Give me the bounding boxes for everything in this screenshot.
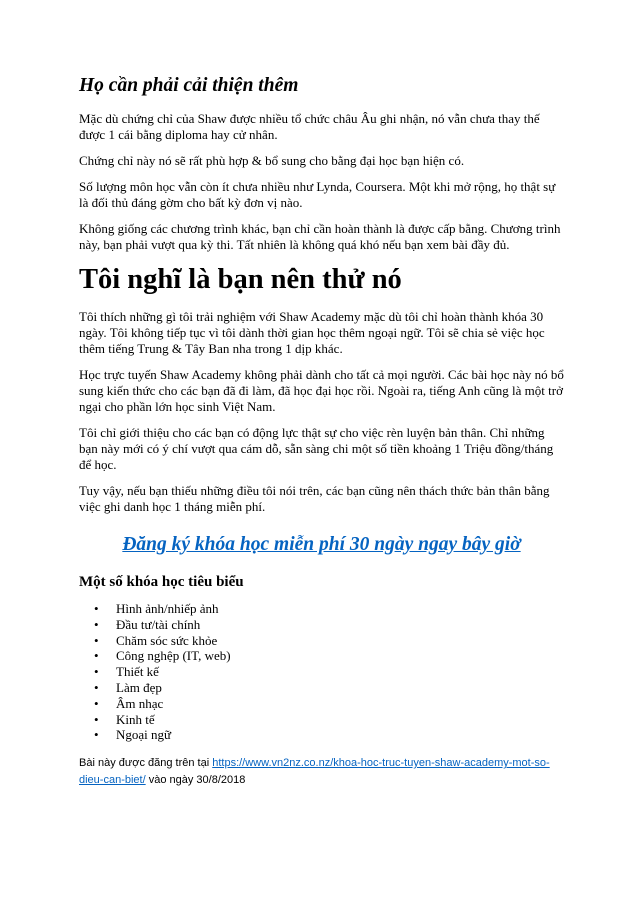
paragraph: Tuy vậy, nếu bạn thiếu những điều tôi nói trên, các bạn cũng nên thách thức bản thân bằng việc ghi danh học 1 tháng miễn phí. xyxy=(79,483,550,514)
paragraph: Tôi chỉ giới thiệu cho các bạn có động lực thật sự cho việc rèn luyện bản thân. Chỉ những bạn này mới có ý chí vượt qua cám dỗ, sẵn sàng chi một số tiền khoảng 1 Triệu đồng/tháng để học. xyxy=(79,425,554,472)
list-item: • Đầu tư/tài chính xyxy=(116,617,564,633)
list-item: • Âm nhạc xyxy=(116,696,564,712)
paragraph: Số lượng môn học vẫn còn ít chưa nhiều như Lynda, Coursera. Một khi mở rộng, họ thật sự là đối thủ đáng gờm cho bất kỳ đơn vị nào. xyxy=(79,179,556,210)
paragraph: Học trực tuyến Shaw Academy không phải dành cho tất cả mọi người. Các bài học này nó bổ sung kiến thức cho các bạn đã đi làm, đã học đại học rồi. Ngoài ra, tiếng Anh cũng là một trở ngại cho phần lớn học sinh Việt Nam. xyxy=(79,367,564,414)
list-item: • Thiết kế xyxy=(116,664,564,680)
free-trial-signup-link[interactable]: Đăng ký khóa học miễn phí 30 ngày ngay bây giờ xyxy=(122,534,521,555)
courses-heading: Một số khóa học tiêu biểu xyxy=(79,574,244,590)
source-prefix: Bài này được đăng trên tại xyxy=(79,757,213,770)
list-item: • Kinh tế xyxy=(116,712,564,728)
list-item: • Ngoại ngữ xyxy=(116,727,564,743)
cta-container xyxy=(79,533,564,557)
list-item: • Làm đẹp xyxy=(116,680,564,696)
list-item: • Hình ảnh/nhiếp ảnh xyxy=(116,601,564,617)
list-item: • Chăm sóc sức khỏe xyxy=(116,633,564,649)
paragraph: Không giống các chương trình khác, bạn chỉ cần hoàn thành là được cấp bằng. Chương trình này, bạn phải vượt qua kỳ thi. Tất nhiên là không quá khó nếu bạn xem bài đầy đủ. xyxy=(79,221,561,252)
source-link[interactable]: https://www.vn2nz.co.nz/khoa-hoc-truc-tuyen-shaw-academy-mot-so-dieu-can-biet/ xyxy=(79,757,550,787)
paragraph: Mặc dù chứng chỉ của Shaw được nhiều tổ chức châu Âu ghi nhận, nó vẫn chưa thay thế được 1 cái bằng diploma hay cử nhân. xyxy=(79,111,540,142)
section-heading-improvement: Họ cần phải cải thiện thêm xyxy=(79,75,299,96)
section-heading-recommendation: Tôi nghĩ là bạn nên thử nó xyxy=(79,264,402,295)
paragraph: Chứng chỉ này nó sẽ rất phù hợp & bổ sung cho bằng đại học bạn hiện có. xyxy=(79,153,465,168)
course-list xyxy=(79,601,564,743)
paragraph: Tôi thích những gì tôi trải nghiệm với Shaw Academy mặc dù tôi chỉ hoàn thành khóa 30 ngày. Tôi không tiếp tục vì tôi dành thời gian học thêm ngoại ngữ. Tôi sẽ chia sẻ việc học thêm tiếng Trung & Tây Ban nha trong 1 dịp khác. xyxy=(79,309,545,356)
source-note xyxy=(79,755,564,789)
source-suffix: vào ngày 30/8/2018 xyxy=(145,774,246,787)
list-item: • Công nghệp (IT, web) xyxy=(116,648,564,664)
